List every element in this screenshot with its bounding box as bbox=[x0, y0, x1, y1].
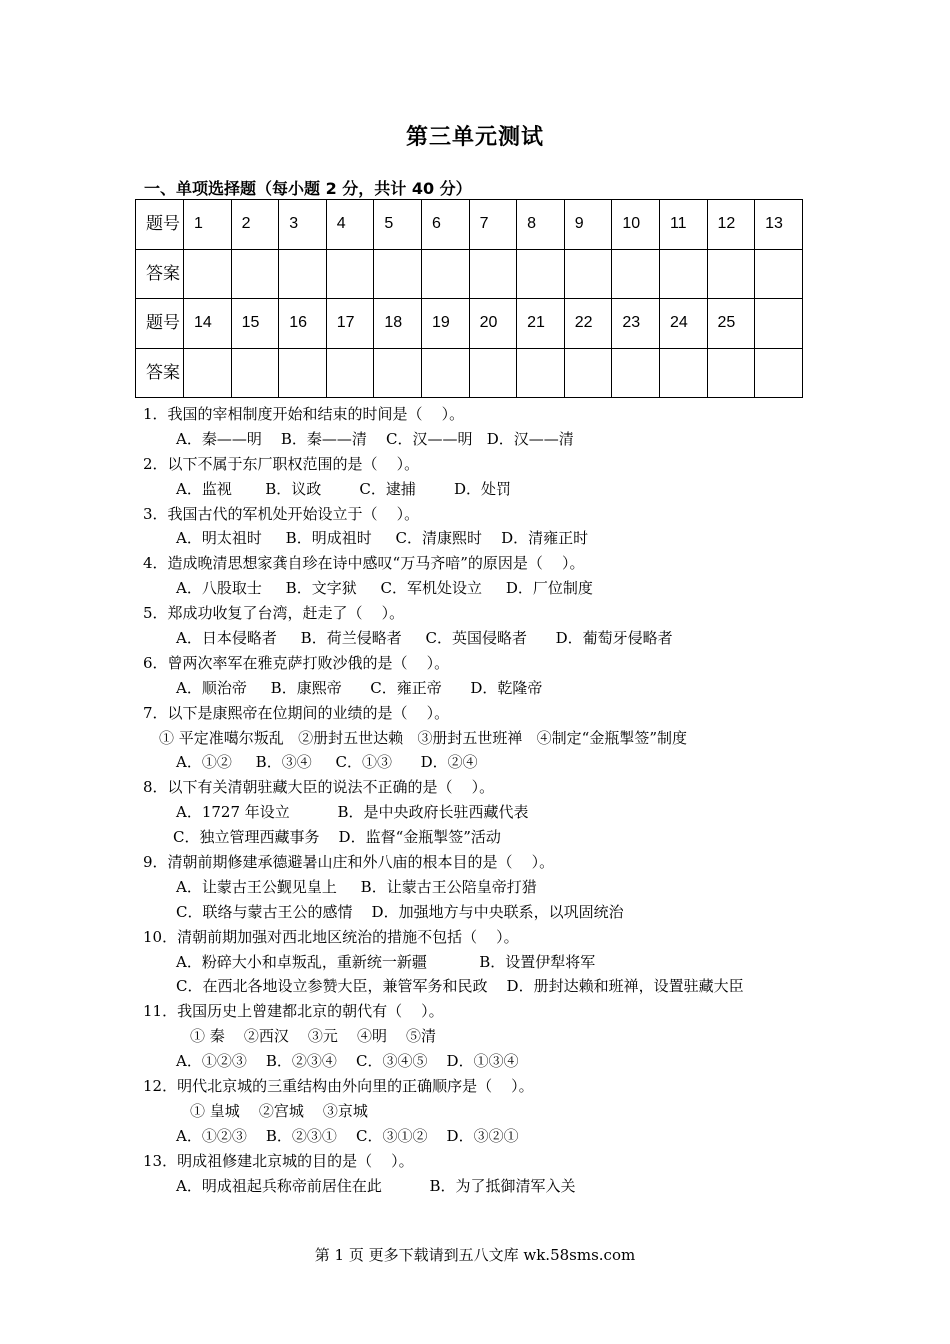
answer-cell[interactable] bbox=[326, 249, 374, 299]
question-number-cell: 9 bbox=[564, 200, 612, 250]
question-option-line: A．八股取士 B．文字狱 C．军机处设立 D．厂位制度 bbox=[176, 579, 593, 598]
question-number-cell: 2 bbox=[231, 200, 279, 250]
question-stem: 12．明代北京城的三重结构由外向里的正确顺序是（ ）。 bbox=[143, 1077, 534, 1096]
question-option-line: A．日本侵略者 B．荷兰侵略者 C．英国侵略者 D．葡萄牙侵略者 bbox=[176, 629, 673, 648]
question-number-cell bbox=[755, 299, 803, 349]
question-option-line: A．明太祖时 B．明成祖时 C．清康熙时 D．清雍正时 bbox=[176, 529, 589, 548]
question-option-line: A．明成祖起兵称帝前居住在此 B．为了抵御清军入关 bbox=[176, 1176, 576, 1195]
question-option-line: C．在西北各地设立参赞大臣，兼管军务和民政 D．册封达赖和班禅，设置驻藏大臣 bbox=[176, 977, 744, 996]
question-number-cell: 22 bbox=[564, 299, 612, 349]
answer-cell[interactable] bbox=[564, 249, 612, 299]
section-heading: 一、单项选择题（每小题 2 分，共计 40 分） bbox=[144, 179, 472, 198]
question-option-line: A．粉碎大小和卓叛乱，重新统一新疆 B．设置伊犁将军 bbox=[176, 952, 596, 971]
number-row-label: 题号 bbox=[136, 299, 184, 349]
question-stem: 6．曾两次率军在雅克萨打败沙俄的是（ ）。 bbox=[143, 653, 450, 672]
answer-cell[interactable] bbox=[469, 348, 517, 398]
question-stem: 10．清朝前期加强对西北地区统治的措施不包括（ ）。 bbox=[143, 927, 519, 946]
answer-cell[interactable] bbox=[517, 249, 565, 299]
question-number-cell: 6 bbox=[421, 200, 469, 250]
question-option-line: A．顺治帝 B．康熙帝 C．雍正帝 D．乾隆帝 bbox=[176, 678, 543, 697]
question-stem: 4．造成晚清思想家龚自珍在诗中感叹“万马齐喑”的原因是（ ）。 bbox=[143, 554, 585, 573]
answer-cell[interactable] bbox=[707, 348, 755, 398]
answer-cell[interactable] bbox=[755, 249, 803, 299]
question-option-line: A．监视 B．议政 C．逮捕 D．处罚 bbox=[176, 479, 512, 498]
question-stem: 7．以下是康熙帝在位期间的业绩的是（ ）。 bbox=[143, 703, 450, 722]
question-number-cell: 20 bbox=[469, 299, 517, 349]
answer-cell[interactable] bbox=[469, 249, 517, 299]
answer-row-label: 答案 bbox=[136, 249, 184, 299]
question-number-cell: 14 bbox=[184, 299, 232, 349]
question-option-line: A．秦——明 B．秦——清 C．汉——明 D．汉——清 bbox=[176, 429, 574, 448]
page-title: 第三单元测试 bbox=[405, 125, 544, 150]
answer-cell[interactable] bbox=[184, 249, 232, 299]
question-number-cell: 7 bbox=[469, 200, 517, 250]
question-option-line: A．①②③ B．②③① C．③①② D．③②① bbox=[176, 1126, 519, 1145]
question-number-cell: 15 bbox=[231, 299, 279, 349]
page-footer: 第 1 页 更多下载请到五八文库 wk.58sms.com bbox=[314, 1246, 636, 1264]
question-option-line: A．①② B．③④ C．①③ D．②④ bbox=[176, 753, 478, 772]
question-option-line: A．让蒙古王公觐见皇上 B．让蒙古王公陪皇帝打猎 bbox=[176, 877, 537, 896]
question-option-line: C．独立管理西藏事务 D．监督“金瓶掣签”活动 bbox=[173, 828, 501, 847]
question-stem: 5．郑成功收复了台湾，赶走了（ ）。 bbox=[143, 604, 405, 623]
question-number-row bbox=[136, 200, 803, 250]
question-option-line: C．联络与蒙古王公的感情 D．加强地方与中央联系，以巩固统治 bbox=[176, 902, 624, 921]
answer-cell[interactable] bbox=[612, 348, 660, 398]
question-number-cell: 10 bbox=[612, 200, 660, 250]
answer-row bbox=[136, 249, 803, 299]
question-number-cell: 18 bbox=[374, 299, 422, 349]
answer-cell[interactable] bbox=[374, 348, 422, 398]
question-number-cell: 17 bbox=[326, 299, 374, 349]
question-stem: 3．我国古代的军机处开始设立于（ ）。 bbox=[143, 504, 420, 523]
question-number-cell: 8 bbox=[517, 200, 565, 250]
question-number-cell: 13 bbox=[755, 200, 803, 250]
answer-cell[interactable] bbox=[326, 348, 374, 398]
answer-cell[interactable] bbox=[421, 249, 469, 299]
answer-cell[interactable] bbox=[707, 249, 755, 299]
question-stem: 9．清朝前期修建承德避暑山庄和外八庙的根本目的是（ ）。 bbox=[143, 853, 555, 872]
question-number-cell: 3 bbox=[279, 200, 327, 250]
answer-cell[interactable] bbox=[279, 348, 327, 398]
question-number-cell: 5 bbox=[374, 200, 422, 250]
question-number-cell: 25 bbox=[707, 299, 755, 349]
question-stem: 1．我国的宰相制度开始和结束的时间是（ ）。 bbox=[143, 405, 465, 423]
question-option-line: A．1727 年设立 B．是中央政府长驻西藏代表 bbox=[176, 803, 529, 822]
answer-cell[interactable] bbox=[755, 348, 803, 398]
question-number-cell: 12 bbox=[707, 200, 755, 250]
question-list bbox=[143, 402, 843, 1199]
question-option-line: ① 秦 ②西汉 ③元 ④明 ⑤清 bbox=[190, 1027, 437, 1046]
question-number-row bbox=[136, 299, 803, 349]
answer-cell[interactable] bbox=[517, 348, 565, 398]
answer-row-label: 答案 bbox=[136, 348, 184, 398]
question-number-cell: 4 bbox=[326, 200, 374, 250]
question-stem: 2．以下不属于东厂职权范围的是（ ）。 bbox=[143, 454, 420, 473]
question-number-cell: 23 bbox=[612, 299, 660, 349]
question-number-cell: 1 bbox=[184, 200, 232, 250]
answer-cell[interactable] bbox=[564, 348, 612, 398]
question-option-line: ① 皇城 ②宫城 ③京城 bbox=[190, 1101, 368, 1120]
question-option-line: A．①②③ B．②③④ C．③④⑤ D．①③④ bbox=[176, 1052, 519, 1071]
answer-cell[interactable] bbox=[231, 249, 279, 299]
answer-cell[interactable] bbox=[612, 249, 660, 299]
question-stem: 11．我国历史上曾建都北京的朝代有（ ）。 bbox=[143, 1002, 444, 1021]
question-number-cell: 21 bbox=[517, 299, 565, 349]
answer-table bbox=[135, 199, 803, 398]
number-row-label: 题号 bbox=[136, 200, 184, 250]
question-number-cell: 16 bbox=[279, 299, 327, 349]
question-number-cell: 24 bbox=[659, 299, 707, 349]
answer-cell[interactable] bbox=[184, 348, 232, 398]
question-stem: 8．以下有关清朝驻藏大臣的说法不正确的是（ ）。 bbox=[143, 778, 495, 797]
answer-cell[interactable] bbox=[231, 348, 279, 398]
question-stem: 13．明成祖修建北京城的目的是（ ）。 bbox=[143, 1151, 414, 1170]
answer-cell[interactable] bbox=[279, 249, 327, 299]
question-number-cell: 19 bbox=[421, 299, 469, 349]
answer-row bbox=[136, 348, 803, 398]
question-option-line: ① 平定准噶尔叛乱 ②册封五世达赖 ③册封五世班禅 ④制定“金瓶掣签”制度 bbox=[159, 728, 688, 747]
answer-cell[interactable] bbox=[659, 348, 707, 398]
question-number-cell: 11 bbox=[659, 200, 707, 250]
answer-cell[interactable] bbox=[421, 348, 469, 398]
answer-cell[interactable] bbox=[374, 249, 422, 299]
answer-cell[interactable] bbox=[659, 249, 707, 299]
